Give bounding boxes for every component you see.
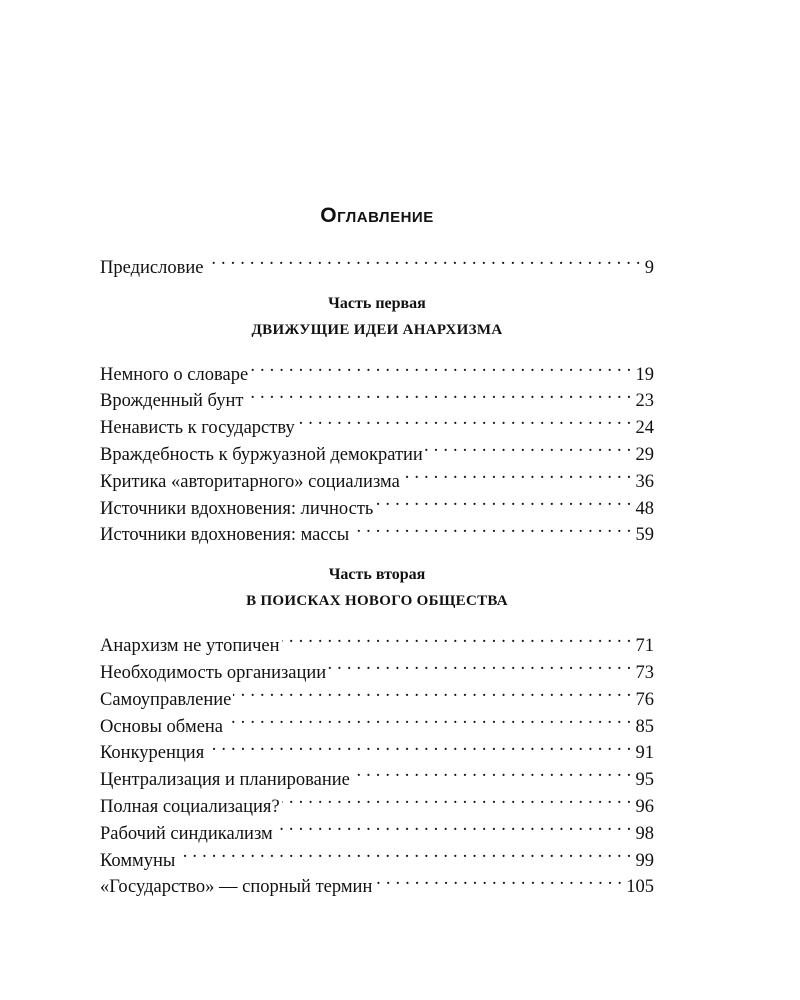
toc-entry-page: 91: [635, 743, 654, 764]
toc-entry-page: 36: [635, 471, 654, 492]
toc-entry-label: Ненависть к государству: [100, 418, 295, 439]
toc-entry[interactable]: [100, 866, 654, 898]
toc-entry-label: Полная социализация?: [100, 796, 280, 817]
toc-entry[interactable]: [100, 839, 654, 871]
toc-entry-page: 73: [635, 662, 654, 683]
toc-entry-label: Необходимость организации: [100, 662, 327, 683]
toc-entry-page: 98: [635, 823, 654, 844]
part-one-section: [100, 291, 654, 546]
dot-leader: [351, 514, 631, 541]
toc-entry[interactable]: [100, 624, 654, 657]
dot-leader: [225, 705, 631, 732]
toc-entry-label: Централизация и планирование: [100, 770, 350, 791]
dot-leader: [205, 246, 640, 273]
dot-leader: [375, 487, 631, 514]
toc-entry-label: Источники вдохновения: личность: [100, 498, 374, 519]
toc-entry-label: Анархизм не утопичен: [100, 636, 280, 657]
intro-section: [100, 246, 654, 278]
toc-entry-page: 105: [626, 877, 654, 898]
toc-entry-page: 71: [635, 636, 654, 657]
part-one-label: Часть первая: [328, 294, 426, 312]
dot-leader: [177, 839, 631, 866]
toc-entry-label: Самоуправление: [100, 689, 232, 710]
dot-leader: [374, 866, 622, 893]
toc-entry-page: 48: [635, 498, 654, 519]
toc-entry[interactable]: [100, 353, 654, 385]
toc-entry-label: Врожденный бунт: [100, 391, 244, 412]
dot-leader: [425, 433, 632, 460]
dot-leader: [282, 785, 632, 812]
dot-leader: [206, 732, 631, 759]
dot-leader: [233, 678, 631, 705]
dot-leader: [250, 353, 631, 380]
part-one-title: ДВИЖУЩИЕ ИДЕИ АНАРХИЗМА: [251, 321, 503, 338]
toc-entry-label: «Государство» — спорный термин: [100, 877, 373, 898]
toc-entry-page: 96: [635, 796, 654, 817]
toc-entry-page: 76: [635, 689, 654, 710]
toc-entry-label: Конкуренция: [100, 743, 205, 764]
dot-leader: [245, 380, 631, 407]
toc-entry-page: 59: [635, 525, 654, 546]
toc-entry-page: 85: [635, 716, 654, 737]
toc-entry-page: 9: [644, 257, 654, 278]
toc-entry-label: Враждебность к буржуазной демократии: [100, 444, 423, 465]
part-two-label: Часть вторая: [328, 566, 426, 584]
table-of-contents: [100, 200, 654, 898]
toc-entry-page: 95: [635, 770, 654, 791]
dot-leader: [328, 651, 631, 678]
toc-entry-page: 99: [635, 850, 654, 871]
toc-entry-label: Основы обмена: [100, 716, 224, 737]
dot-leader: [275, 812, 632, 839]
toc-entry-preface[interactable]: [100, 246, 654, 278]
toc-entry-label: Критика «авторитарного» социализма: [100, 471, 400, 492]
toc-entry-page: 19: [635, 364, 654, 385]
dot-leader: [282, 624, 632, 651]
dot-leader: [297, 406, 632, 433]
part-two-section: [100, 562, 654, 898]
toc-entry-label: Рабочий синдикализм: [100, 823, 273, 844]
toc-entry-page: 29: [635, 444, 654, 465]
part-two-title: В ПОИСКАХ НОВОГО ОБЩЕСТВА: [246, 593, 508, 610]
toc-entry-label: Предисловие: [100, 257, 204, 278]
toc-entry-page: 23: [635, 391, 654, 412]
toc-entry-page: 24: [635, 418, 654, 439]
toc-entry-label: Немного о словаре: [100, 364, 249, 385]
dot-leader: [402, 460, 632, 487]
toc-entry-label: Источники вдохновения: массы: [100, 525, 350, 546]
page-title: Оглавление: [320, 204, 434, 227]
toc-entry-label: Коммуны: [100, 850, 176, 871]
dot-leader: [352, 758, 632, 785]
